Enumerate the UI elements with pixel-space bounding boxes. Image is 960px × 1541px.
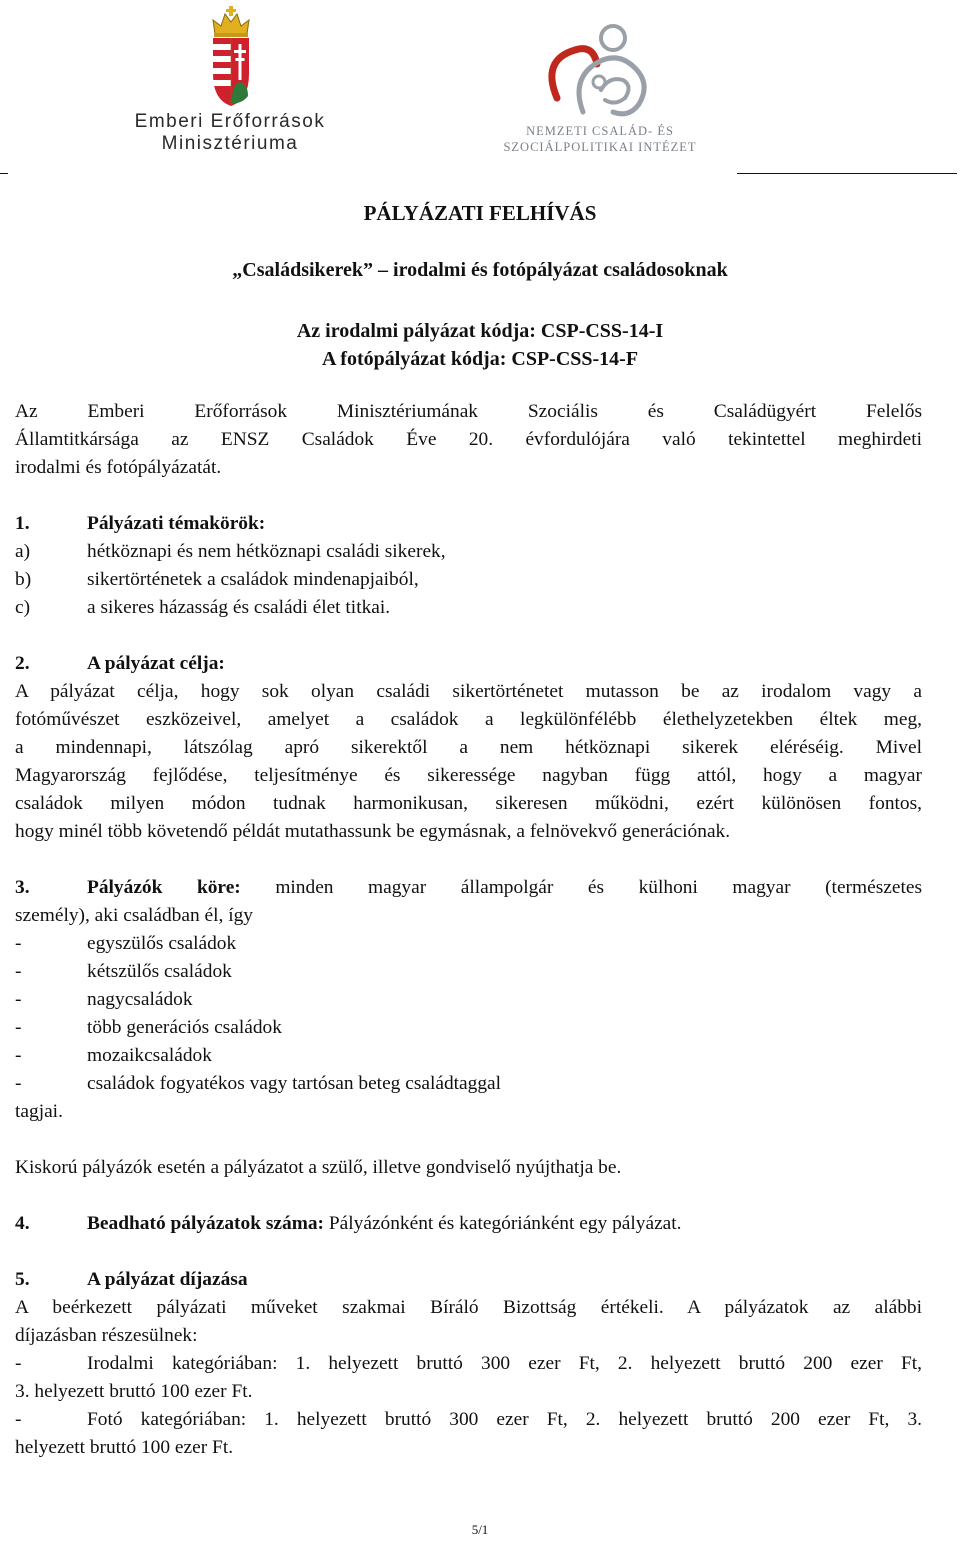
section-number: 3.: [15, 877, 30, 898]
prize-item-cont: helyezett bruttó 100 ezer Ft.: [15, 1437, 234, 1458]
document-subtitle: „Családsikerek” – irodalmi és fotópályázat családosoknak: [232, 259, 728, 281]
minors-note: Kiskorú pályázók esetén a pályázatot a szülő, illetve gondviselő nyújthatja be.: [15, 1157, 622, 1178]
institute-name-line2: SZOCIÁLPOLITIKAI INTÉZET: [503, 140, 697, 154]
intro-line: irodalmi és fotópályázatát.: [15, 457, 222, 478]
body-line: a mindennapi, látszólag apró sikerektől a nem hétköznapi sikerek eléréséig. Mivel: [15, 737, 922, 758]
list-item: c) a sikeres házasság és családi élet titkai.: [15, 597, 391, 618]
section-title: A pályázat célja:: [87, 653, 225, 674]
intro-line: Államtitkársága az ENSZ Családok Éve 20. évfordulójára való tekintettel meghirdeti: [15, 429, 922, 450]
list-item: - mozaikcsaládok: [15, 1045, 212, 1066]
list-item: - családok fogyatékos vagy tartósan beteg családtaggal: [15, 1073, 502, 1094]
section-number: 1.: [15, 513, 30, 534]
body-line: A pályázat célja, hogy sok olyan családi sikertörténetet mutasson be az irodalom vagy a: [15, 681, 922, 702]
section-text: Pályázónként és kategóriánként egy pályázat.: [328, 1213, 682, 1234]
application-codes: [0, 317, 960, 373]
institute-name: [480, 123, 720, 155]
prize-item: - Fotó kategóriában: 1. helyezett bruttó 300 ezer Ft, 2. helyezett bruttó 200 ezer Ft, 3.: [15, 1409, 922, 1430]
section-title: Pályázók köre:: [87, 877, 241, 898]
body-line: A beérkezett pályázati műveket szakmai Bíráló Bizottság értékeli. A pályázatok az alábbi: [15, 1297, 922, 1318]
list-item: - egyszülős családok: [15, 933, 237, 954]
section-title: A pályázat díjazása: [87, 1269, 248, 1290]
body-line: személy), aki családban él, így: [15, 905, 253, 926]
section-text: minden magyar állampolgár és külhoni magyar (természetes: [275, 877, 922, 898]
section-number: 5.: [15, 1269, 30, 1290]
body-line: hogy minél több követendő példát mutathassunk be egymásnak, a felnövekvő generációnak.: [15, 821, 731, 842]
ministry-name-line2: Minisztériuma: [161, 133, 299, 154]
list-item: - nagycsaládok: [15, 989, 193, 1010]
section-title: Beadható pályázatok száma:: [87, 1213, 324, 1234]
section-5-heading: [15, 1266, 248, 1294]
prize-item-cont: 3. helyezett bruttó 100 ezer Ft.: [15, 1381, 253, 1402]
hungarian-coat-of-arms-icon: [207, 4, 255, 108]
body-line: fotóművészet eszközeivel, amelyet a családok a legkülönfélébb élethelyzetekben éltek meg,: [15, 709, 922, 730]
section-number: 2.: [15, 653, 30, 674]
list-item: b) sikertörténetek a családok mindenapjaiból,: [15, 569, 419, 590]
section-title: Pályázati témakörök:: [87, 513, 266, 534]
section-3-heading: [15, 874, 922, 902]
list-item: - több generációs családok: [15, 1017, 282, 1038]
ministry-name-line1: Emberi Erőforrások: [134, 111, 326, 132]
literary-code: Az irodalmi pályázat kódja: CSP-CSS-14-I: [296, 320, 664, 342]
list-item: a) hétköznapi és nem hétköznapi családi sikerek,: [15, 541, 446, 562]
ministry-name: [100, 111, 360, 155]
institute-name-line1: NEMZETI CSALÁD- ÉS: [526, 124, 674, 138]
section-1-heading: [15, 510, 265, 538]
prize-item: - Irodalmi kategóriában: 1. helyezett bruttó 300 ezer Ft, 2. helyezett bruttó 200 ezer Ft,: [15, 1353, 922, 1374]
document-title: PÁLYÁZATI FELHÍVÁS: [363, 201, 597, 225]
institute-logo: [480, 20, 720, 160]
list-item: - kétszülős családok: [15, 961, 232, 982]
section-number: 4.: [15, 1213, 30, 1234]
body-line: Magyarország fejlődése, teljesítménye és sikeressége nagyban függ attól, hogy a magyar: [15, 765, 922, 786]
body-line: tagjai.: [15, 1101, 63, 1122]
family-figure-icon: [535, 20, 665, 120]
body-line: díjazásban részesülnek:: [15, 1325, 198, 1346]
intro-line: Az Emberi Erőforrások Minisztériumának Szociális és Családügyért Felelős: [15, 401, 922, 422]
header-rule-left: [0, 173, 8, 174]
photo-code: A fotópályázat kódja: CSP-CSS-14-F: [321, 348, 639, 370]
body-line: családok milyen módon tudnak harmonikusan, sikeresen működni, ezért különösen fontos,: [15, 793, 922, 814]
header-rule-right: [737, 173, 957, 174]
section-2-heading: [15, 650, 225, 678]
section-4-heading: [15, 1210, 682, 1238]
page-number: 5/1: [471, 1522, 489, 1537]
ministry-logo: [100, 4, 360, 164]
